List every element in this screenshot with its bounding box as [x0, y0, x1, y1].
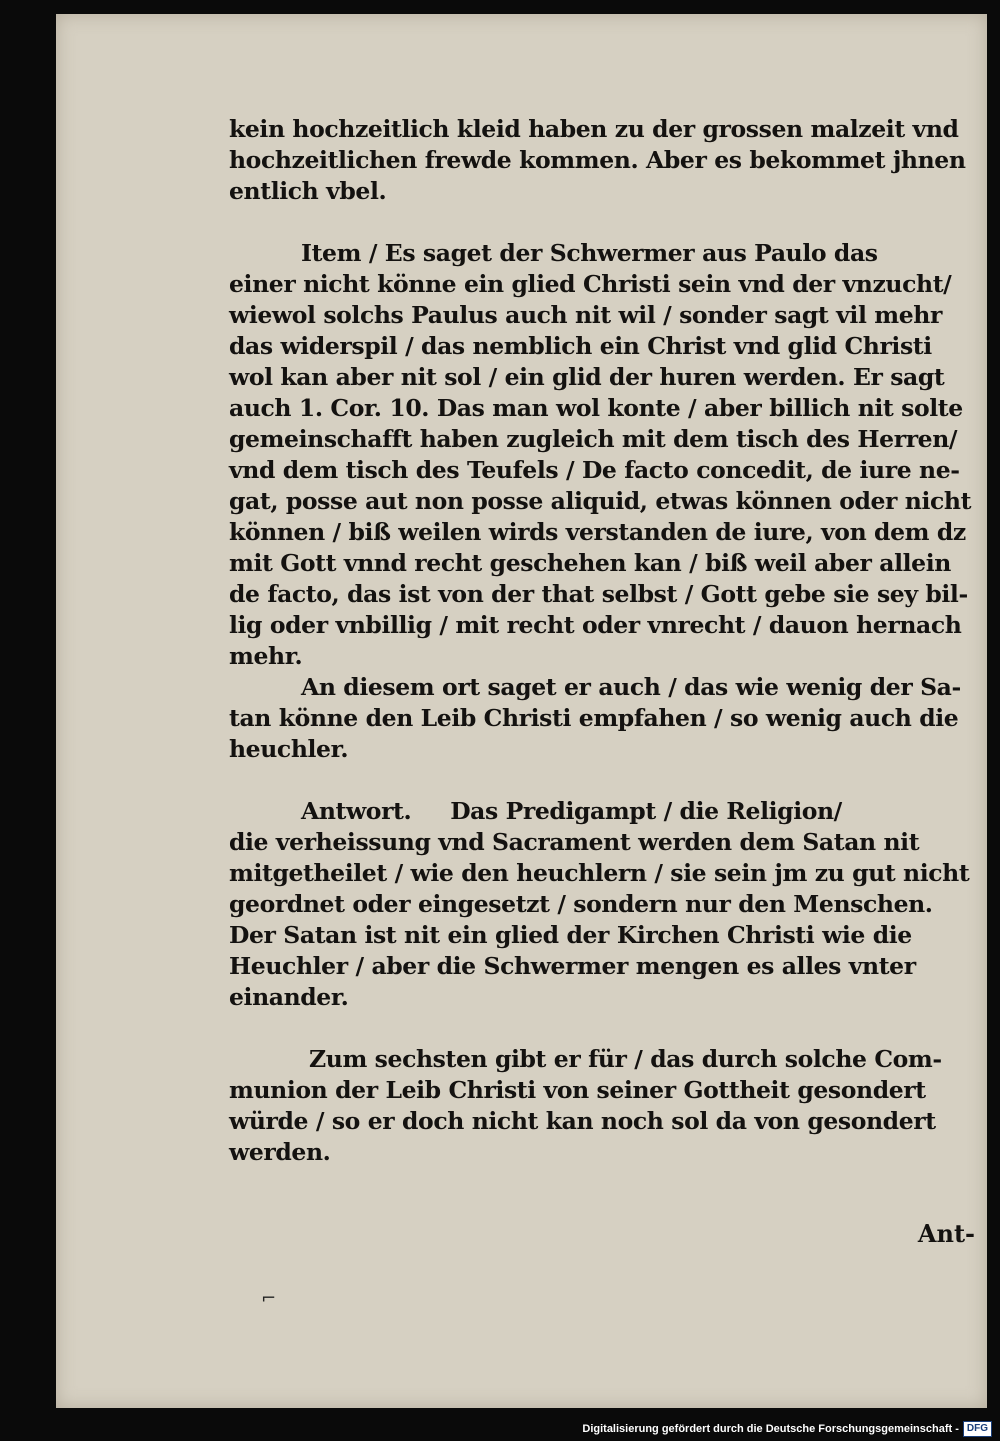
text-line: wiewol solchs Paulus auch nit wil / sonder sagt vil mehr — [229, 301, 942, 329]
text-line: einander. — [229, 983, 349, 1011]
text-line: An diesem ort saget er auch / das wie wenig der Sa- — [301, 673, 961, 701]
text-line: kein hochzeitlich kleid haben zu der grossen malzeit vnd — [229, 115, 959, 143]
dfg-logo: DFG — [963, 1421, 992, 1437]
text-line: geordnet oder eingesetzt / sondern nur den Menschen. — [229, 890, 933, 918]
text-line: einer nicht könne ein glied Christi sein vnd der vnzucht/ — [229, 270, 952, 298]
text-line: munion der Leib Christi von seiner Gottheit gesondert — [229, 1076, 926, 1104]
footer-credit — [582, 1421, 992, 1437]
text-line: würde / so er doch nicht kan noch sol da von gesondert — [229, 1107, 936, 1135]
text-line: hochzeitlichen frewde kommen. Aber es bekommet jhnen — [229, 146, 966, 174]
text-line: heuchler. — [229, 735, 349, 763]
paragraph-gap — [229, 1013, 954, 1044]
book-page — [56, 14, 987, 1408]
page-text — [229, 114, 972, 1168]
text-line: mitgetheilet / wie den heuchlern / sie sein jm zu gut nicht — [229, 859, 970, 887]
text-line: auch 1. Cor. 10. Das man wol konte / aber billich nit solte — [229, 394, 963, 422]
text-line: gat, posse aut non posse aliquid, etwas können oder nicht — [229, 487, 972, 515]
text-line: mehr. — [229, 642, 303, 670]
text-line: lig oder vnbillig / mit recht oder vnrecht / dauon hernach — [229, 611, 962, 639]
text-line: die verheissung vnd Sacrament werden dem Satan nit — [229, 828, 920, 856]
paragraph-gap — [229, 207, 954, 238]
text-line: werden. — [229, 1138, 331, 1166]
ink-mark-decoration: ⌐ — [261, 1288, 277, 1309]
text-line: tan könne den Leib Christi empfahen / so wenig auch die — [229, 704, 959, 732]
text-line: Antwort. Das Predigampt / die Religion/ — [301, 797, 842, 825]
text-line: vnd dem tisch des Teufels / De facto concedit, de iure ne- — [229, 456, 960, 484]
catchword: Ant- — [917, 1219, 975, 1248]
text-line: wol kan aber nit sol / ein glid der huren werden. Er sagt — [229, 363, 945, 391]
text-line: entlich vbel. — [229, 177, 387, 205]
text-line: Heuchler / aber die Schwermer mengen es alles vnter — [229, 952, 916, 980]
text-line: Zum sechsten gibt er für / das durch solche Com- — [309, 1045, 942, 1073]
text-line: Item / Es saget der Schwermer aus Paulo das — [301, 239, 878, 267]
text-line: gemeinschafft haben zugleich mit dem tisch des Herren/ — [229, 425, 958, 453]
footer-text: Digitalisierung gefördert durch die Deutsche Forschungsgemeinschaft - — [582, 1423, 959, 1435]
text-line: de facto, das ist von der that selbst / Gott gebe sie sey bil- — [229, 580, 968, 608]
text-line: mit Gott vnnd recht geschehen kan / biß weil aber allein — [229, 549, 951, 577]
text-line: können / biß weilen wirds verstanden de iure, von dem dz — [229, 518, 966, 546]
text-line: Der Satan ist nit ein glied der Kirchen Christi wie die — [229, 921, 912, 949]
paragraph-gap — [229, 765, 954, 796]
text-line: das widerspil / das nemblich ein Christ vnd glid Christi — [229, 332, 932, 360]
